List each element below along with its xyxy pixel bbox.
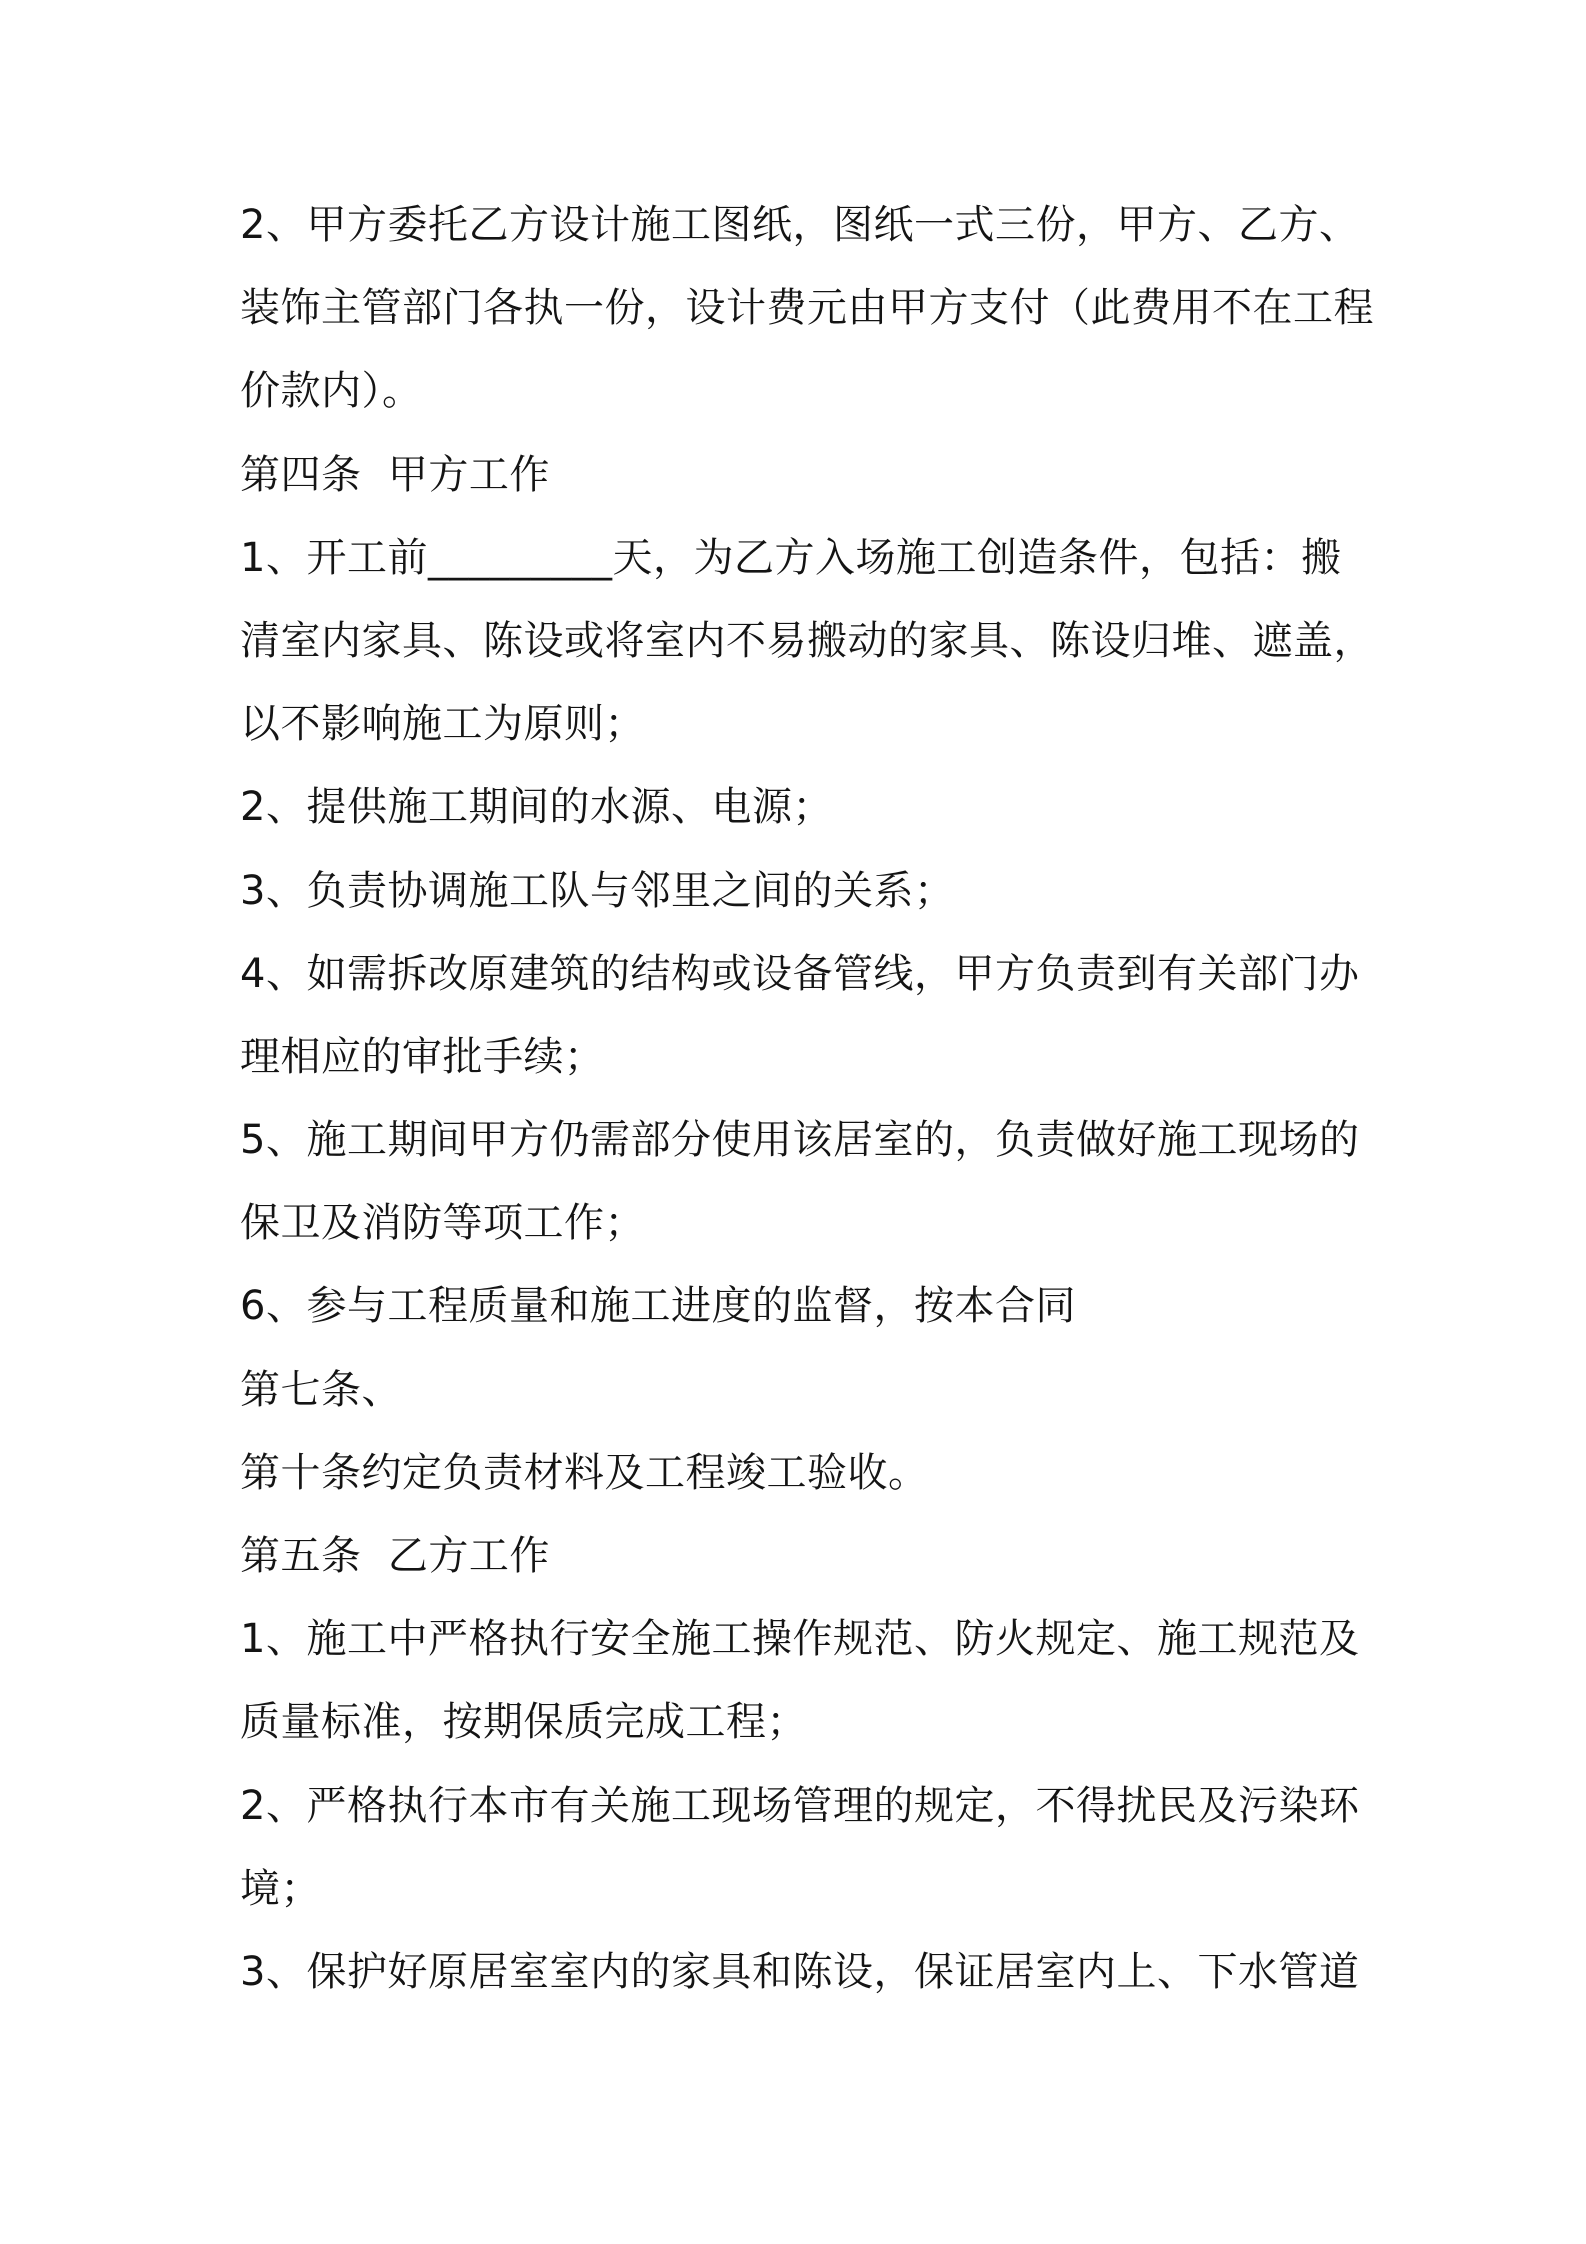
section-heading-article-5 [240,1515,1440,1598]
text-line: 2、严格执行本市有关施工现场管理的规定，不得扰民及污染环 [240,1782,1360,1829]
text-line: 保卫及消防等项工作； [240,1200,645,1247]
list-item-party-a-4 [240,933,1440,1099]
text-line: 1、开工前_________天，为乙方入场施工创造条件，包括：搬 [240,534,1342,581]
text-line: 3、保护好原居室室内的家具和陈设，保证居室内上、下水管道 [240,1948,1360,1995]
text-line: 1、施工中严格执行安全施工操作规范、防火规定、施工规范及 [240,1616,1360,1663]
text-line: 第十条约定负责材料及工程竣工验收。 [240,1449,929,1496]
list-item-party-a-2 [240,766,1440,849]
list-item-party-a-5 [240,1099,1440,1265]
heading-line: 第四条 甲方工作 [240,451,550,498]
paragraph-article-7 [240,1349,1440,1432]
text-line: 装饰主管部门各执一份，设计费元由甲方支付（此费用不在工程 [240,285,1374,332]
text-line: 3、负责协调施工队与邻里之间的关系； [240,867,955,914]
list-item-party-b-2 [240,1765,1440,1931]
text-line: 2、甲方委托乙方设计施工图纸，图纸一式三份，甲方、乙方、 [240,202,1360,248]
text-line: 第七条、 [240,1366,402,1413]
paragraph-article-10 [240,1432,1440,1515]
heading-line: 第五条 乙方工作 [240,1533,550,1579]
text-line: 境； [240,1865,321,1912]
text-line: 价款内）。 [240,368,423,415]
paragraph-design-drawings [240,184,1440,434]
text-line: 4、如需拆改原建筑的结构或设备管线，甲方负责到有关部门办 [240,950,1360,997]
text-line: 清室内家具、陈设或将室内不易搬动的家具、陈设归堆、遮盖， [240,617,1374,664]
text-line: 质量标准，按期保质完成工程； [240,1699,807,1746]
list-item-party-b-3 [240,1931,1440,2014]
document-body [240,184,1440,2014]
text-line: 5、施工期间甲方仍需部分使用该居室的，负责做好施工现场的 [240,1117,1360,1164]
text-line: 以不影响施工为原则； [240,701,645,748]
text-line: 理相应的审批手续； [240,1033,605,1080]
section-heading-article-4 [240,434,1440,517]
list-item-party-a-6 [240,1265,1440,1348]
list-item-party-a-3 [240,850,1440,933]
list-item-party-b-1 [240,1598,1440,1764]
text-line: 6、参与工程质量和施工进度的监督，按本合同 [240,1283,1076,1330]
text-line: 2、提供施工期间的水源、电源； [240,784,833,831]
list-item-party-a-1 [240,517,1440,767]
